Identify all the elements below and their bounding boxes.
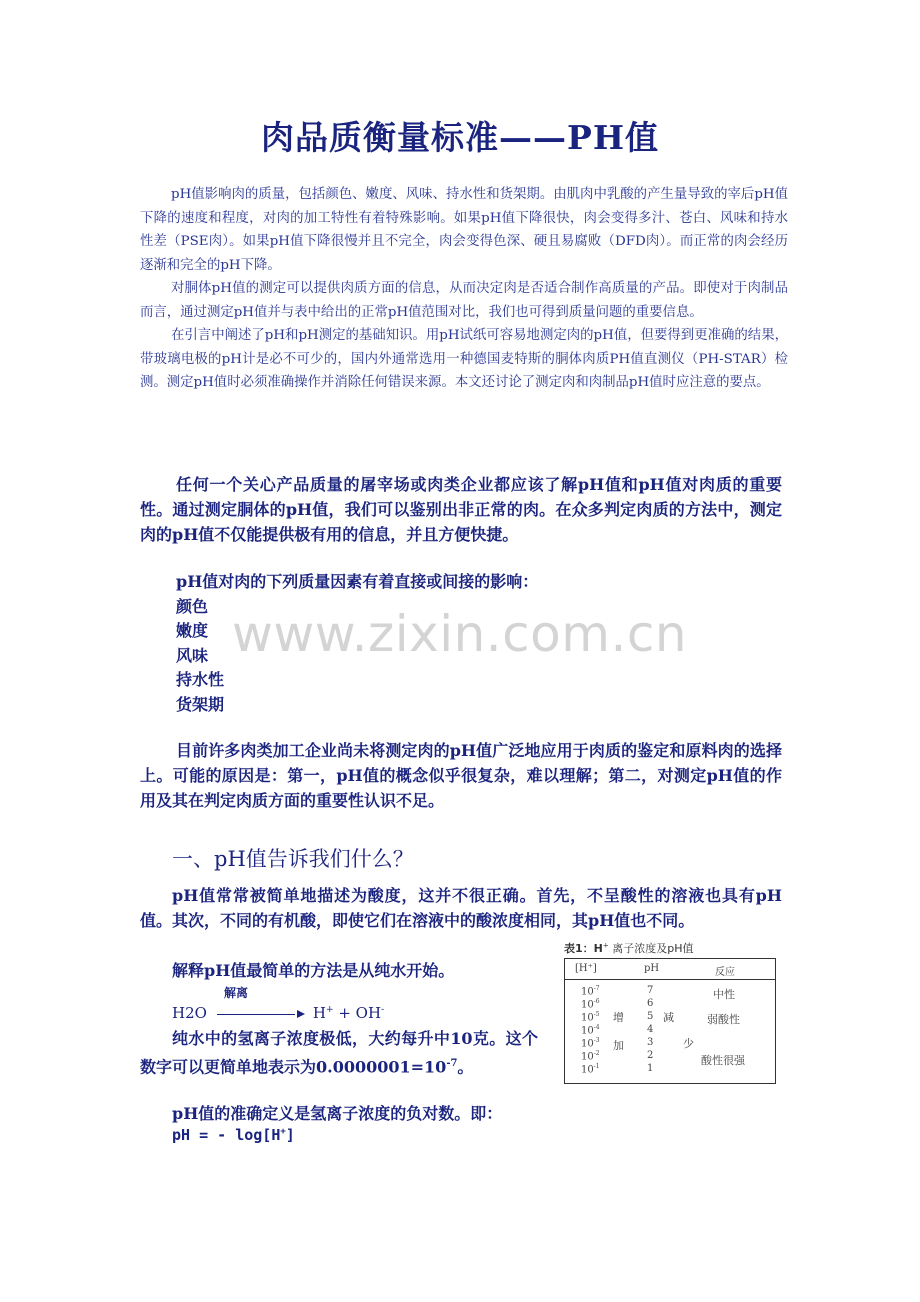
cell-base: 10 [581, 1038, 594, 1050]
caption-suffix: 离子浓度及pH值 [608, 942, 694, 955]
dissociation-label: 解离 [224, 986, 249, 1000]
increase-label: 加 [613, 1039, 624, 1052]
concentration-cell [581, 1024, 600, 1036]
cell-base: 10 [581, 1025, 594, 1037]
column-header: [H⁺] [575, 963, 597, 974]
cell-exp: -7 [593, 985, 600, 992]
list-item: 嫩度 [176, 621, 209, 640]
equation-charge: + [326, 1005, 334, 1015]
section-paragraph: pH值常常被简单地描述为酸度，这并不很正确。首先，不呈酸性的溶液也具有pH值。其次，不同的有机酸，即使它们在溶液中的酸浓度相同，其pH值也不同。 [140, 886, 782, 930]
section-paragraph: 解释pH值最简单的方法是从纯水开始。 [172, 961, 455, 980]
ph-cell: 3 [647, 1037, 654, 1048]
intro-paragraph: 在引言中阐述了pH和pH测定的基础知识。用pH试纸可容易地测定肉的pH值，但要得到更准确的结果，带玻璃电极的pH计是必不可少的，国内外通常选用一种德国麦特斯的胴体肉质PH值直测仪（PH-STAR）检测。测定pH值时必须准确操作并消除任何错误来源。本文还讨论了测定肉和肉制品pH值时应注意的要点。 [140, 328, 788, 390]
section-paragraph: pH值的准确定义是氢离子浓度的负对数。即： [172, 1104, 503, 1123]
equation-hydrogen: H [312, 1004, 327, 1022]
concentration-cell [581, 1037, 600, 1049]
page-title: 肉品质衡量标准——PH值 [261, 118, 659, 157]
cell-base: 10 [581, 1051, 594, 1063]
caption-charge: + [602, 941, 609, 950]
section-heading: 一、pH值告诉我们什么？ [172, 847, 414, 871]
section-paragraph [140, 1026, 538, 1079]
cell-exp: -1 [593, 1063, 600, 1070]
concentration-cell [581, 1050, 600, 1062]
cell-exp: -6 [593, 998, 600, 1005]
ph-table [564, 958, 776, 1084]
concentration-end: 。 [457, 1057, 474, 1077]
importance-paragraph: 任何一个关心产品质量的屠宰场或肉类企业都应该了解pH值和pH值对肉质的重要性。通过测定胴体的pH值，我们可以鉴别出非正常的肉。在众多判定肉质的方法中，测定肉的pH值不仅能提供极有用的信息，并且方便快捷。 [140, 475, 782, 544]
list-item: 货架期 [176, 694, 225, 714]
ph-cell: 6 [647, 998, 654, 1009]
list-item: 风味 [176, 645, 209, 665]
equation-separator: + [333, 1004, 356, 1022]
reaction-cell: 弱酸性 [707, 1013, 740, 1026]
cell-base: 10 [581, 999, 594, 1011]
formula-text: pH = - log[H [172, 1126, 281, 1144]
dissociation-equation [172, 1004, 384, 1022]
formula-end: ] [285, 1126, 295, 1144]
concentration-cell [581, 1063, 600, 1075]
ph-formula [172, 1126, 295, 1144]
cell-base: 10 [581, 1012, 594, 1024]
column-header: pH [644, 963, 660, 974]
equation-charge: - [381, 1005, 385, 1015]
intro-paragraph: 对胴体pH值的测定可以提供肉质方面的信息，从而决定肉是否适合制作高质量的产品。即使对于肉制品而言，通过测定pH值并与表中给出的正常pH值范围对比，我们也可得到质量问题的重要信息。 [140, 281, 788, 320]
increase-label: 增 [613, 1011, 624, 1024]
table-header [565, 959, 775, 980]
arrow-icon [297, 1010, 305, 1018]
watermark: www.zixin.com.cn [232, 605, 688, 663]
cell-exp: -5 [593, 1011, 600, 1018]
formula-charge: + [280, 1127, 286, 1137]
concentration-cell [581, 1011, 600, 1023]
ph-cell: 1 [647, 1063, 654, 1074]
list-item: 颜色 [176, 596, 209, 616]
ph-cell: 7 [647, 985, 654, 996]
arrow-line [217, 1014, 295, 1015]
list-item: 持水性 [176, 670, 225, 689]
quality-factors-list [176, 570, 538, 717]
cell-base: 10 [581, 986, 594, 998]
cell-exp: -4 [593, 1024, 600, 1031]
reaction-cell: 中性 [713, 988, 735, 1001]
intro-section [140, 183, 788, 395]
cell-exp: -3 [593, 1037, 600, 1044]
reaction-cell: 酸性很强 [701, 1054, 745, 1067]
cell-exp: -2 [593, 1050, 600, 1057]
table-caption [564, 940, 694, 956]
exponent: -7 [446, 1058, 458, 1069]
cell-base: 10 [581, 1064, 594, 1076]
intro-paragraph: pH值影响肉的质量，包括颜色、嫩度、风味、持水性和货架期。由肌肉中乳酸的产生量导致的宰后pH值下降的速度和程度，对肉的加工特性有着特殊影响。如果pH值下降很快，肉会变得多汁、苍白、风味和持水性差（PSE肉）。如果pH值下降很慢并且不完全，肉会变得色深、硬且易腐败（DFD肉）。而正常的肉会经历逐渐和完全的pH下降。 [140, 187, 788, 273]
equation-water: H2O [172, 1004, 207, 1022]
equation-hydroxide: OH [355, 1004, 382, 1022]
concentration-cell [581, 998, 600, 1010]
concentration-text: 纯水中的氢离子浓度极低，大约每升中10克。这个数字可以更简单地表示为0.0000001=10 [140, 1029, 538, 1077]
factors-intro: pH值对肉的下列质量因素有着直接或间接的影响： [176, 572, 539, 591]
ph-cell: 2 [647, 1050, 654, 1061]
caption-prefix: 表1：H [564, 942, 603, 955]
ph-cell: 4 [647, 1024, 654, 1035]
concentration-cell [581, 985, 600, 997]
column-header: 反应 [715, 967, 735, 978]
adoption-paragraph: 目前许多肉类加工企业尚未将测定肉的pH值广泛地应用于肉质的鉴定和原料肉的选择上。可能的原因是：第一，pH值的概念似乎很复杂，难以理解；第二，对测定pH值的作用及其在判定肉质方面的重要性认识不足。 [140, 741, 782, 810]
ph-cell: 5 [647, 1011, 654, 1022]
decrease-label: 少 [683, 1037, 694, 1050]
decrease-label: 减 [663, 1011, 674, 1024]
